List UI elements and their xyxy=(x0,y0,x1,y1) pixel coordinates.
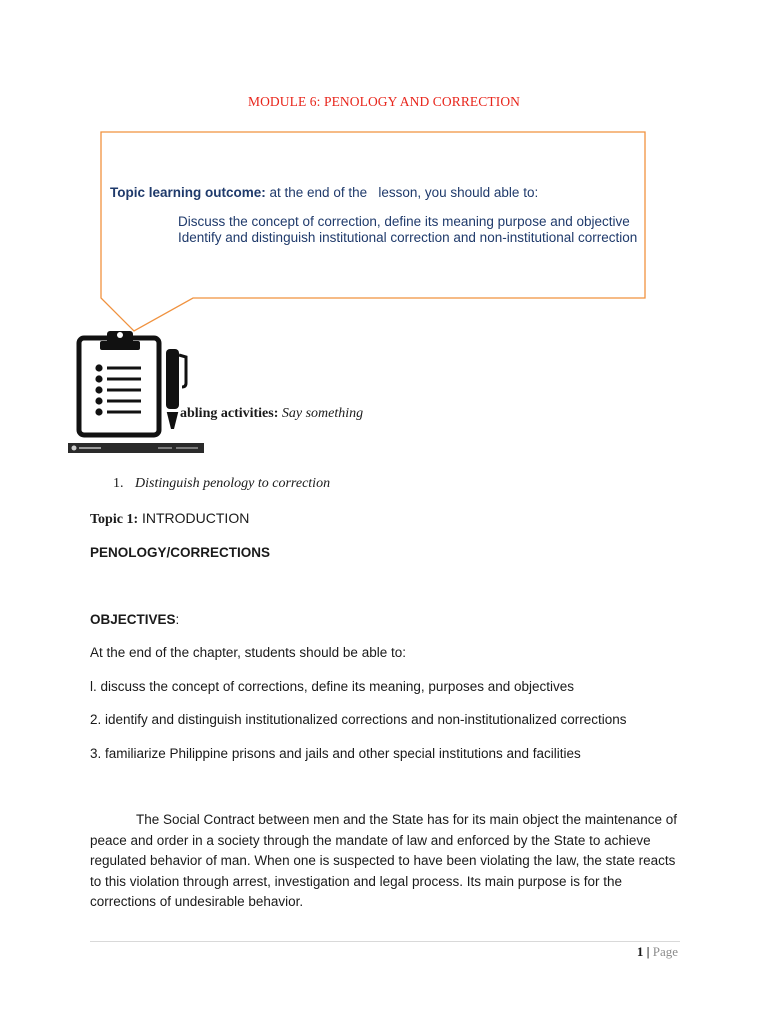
objectives-colon: : xyxy=(175,612,180,627)
list-item xyxy=(113,476,330,492)
list-number: 1. xyxy=(113,476,124,491)
learning-outcome-text: at the end of the lesson, you should able to: xyxy=(265,185,539,200)
list-text: Distinguish penology to correction xyxy=(135,476,331,491)
objective-item: 3. familiarize Philippine prisons and jails and other special institutions and facilities xyxy=(90,746,581,761)
topic-heading xyxy=(90,510,249,528)
objectives-intro: At the end of the chapter, students should be able to: xyxy=(90,645,406,660)
body-paragraph-text: The Social Contract between men and the State has for its main object the maintenance of peace and order in a society through the mandate of law and enforced by the State to achieve regulated behavior of man. When one is suspected to have been violating the law, the state reacts to this violation through arrest, investigation and legal process. Its main purpose is for the corrections of undesirable behavior. xyxy=(90,812,678,910)
objectives-heading-text: OBJECTIVES xyxy=(90,612,176,627)
learning-outcome-item: Discuss the concept of correction, define its meaning purpose and objective xyxy=(178,214,630,229)
callout-box xyxy=(0,0,768,340)
page-word: Page xyxy=(652,944,678,959)
objective-item: l. discuss the concept of corrections, define its meaning, purposes and objectives xyxy=(90,679,575,694)
topic-text: INTRODUCTION xyxy=(142,510,250,526)
page-separator: | xyxy=(646,944,650,959)
enabling-activities xyxy=(180,406,363,422)
learning-outcome-line xyxy=(110,185,538,200)
enabling-label: abling activities: xyxy=(180,406,279,421)
learning-outcome-item: Identify and distinguish institutional correction and non-institutional correction xyxy=(178,230,638,245)
objectives-heading xyxy=(90,612,179,627)
learning-outcome-label: Topic learning outcome: xyxy=(110,185,266,200)
body-paragraph xyxy=(90,810,680,913)
footer-divider xyxy=(90,941,680,942)
clipboard-icon xyxy=(79,331,159,435)
enabling-text: Say something xyxy=(281,406,364,421)
section-heading: PENOLOGY/CORRECTIONS xyxy=(90,545,271,560)
module-title: MODULE 6: PENOLOGY AND CORRECTION xyxy=(247,94,521,109)
page-number: 1 xyxy=(636,944,644,959)
objective-item: 2. identify and distinguish institutionalized corrections and non-institutionalized corrections xyxy=(90,712,627,727)
topic-label: Topic 1: xyxy=(90,512,139,527)
clipboard-pen-image xyxy=(68,325,204,453)
page-footer xyxy=(600,944,678,960)
